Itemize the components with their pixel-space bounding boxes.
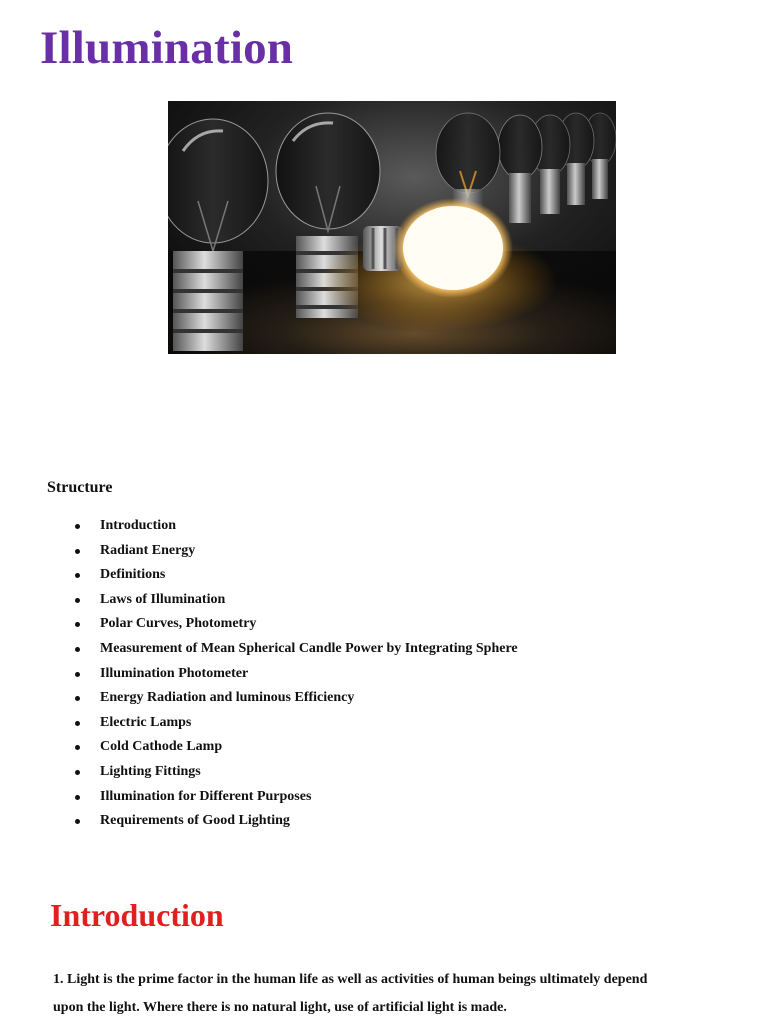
list-item <box>72 809 518 834</box>
list-item <box>72 785 518 810</box>
list-item <box>72 514 518 539</box>
list-item-label: Laws of Illumination <box>100 591 226 607</box>
list-item-label: Introduction <box>100 518 176 533</box>
list-item <box>72 612 518 637</box>
bullet-icon <box>75 549 80 554</box>
light-bulbs-image <box>168 101 616 354</box>
list-item-label: Radiant Energy <box>100 542 196 558</box>
list-item <box>72 563 518 588</box>
structure-list <box>72 514 518 834</box>
list-item-label: Polar Curves, Photometry <box>100 616 257 632</box>
bullet-icon <box>75 672 80 677</box>
list-item <box>72 686 518 711</box>
page-title: Illumination <box>40 22 294 74</box>
list-item <box>72 637 518 662</box>
bullet-icon <box>75 795 80 800</box>
bullet-icon <box>75 622 80 627</box>
list-item-label: Energy Radiation and luminous Efficiency <box>100 690 355 706</box>
list-item <box>72 539 518 564</box>
bullet-icon <box>75 770 80 775</box>
list-item <box>72 711 518 736</box>
bullet-icon <box>75 696 80 701</box>
list-item <box>72 760 518 785</box>
structure-heading: Structure <box>47 479 113 496</box>
bullet-icon <box>75 819 80 824</box>
list-item <box>72 662 518 687</box>
bullet-icon <box>75 647 80 652</box>
list-item <box>72 735 518 760</box>
introduction-heading: Introduction <box>50 897 224 933</box>
introduction-paragraph: 1. Light is the prime factor in the human life as well as activities of human beings ultimately depend upon the light. Where there is no natural light, use of artificial light is made. <box>53 972 648 1015</box>
list-item-label: Measurement of Mean Spherical Candle Power by Integrating Sphere <box>100 640 518 656</box>
list-item-label: Requirements of Good Lighting <box>100 813 290 829</box>
list-item-label: Lighting Fittings <box>100 763 201 779</box>
bullet-icon <box>75 745 80 750</box>
list-item-label: Definitions <box>100 567 166 583</box>
bullet-icon <box>75 524 80 529</box>
bullet-icon <box>75 598 80 603</box>
bullet-icon <box>75 573 80 578</box>
list-item-label: Electric Lamps <box>100 714 192 730</box>
list-item <box>72 588 518 613</box>
list-item-label: Illumination for Different Purposes <box>100 788 312 804</box>
list-item-label: Illumination Photometer <box>100 665 249 681</box>
bullet-icon <box>75 721 80 726</box>
list-item-label: Cold Cathode Lamp <box>100 739 223 755</box>
